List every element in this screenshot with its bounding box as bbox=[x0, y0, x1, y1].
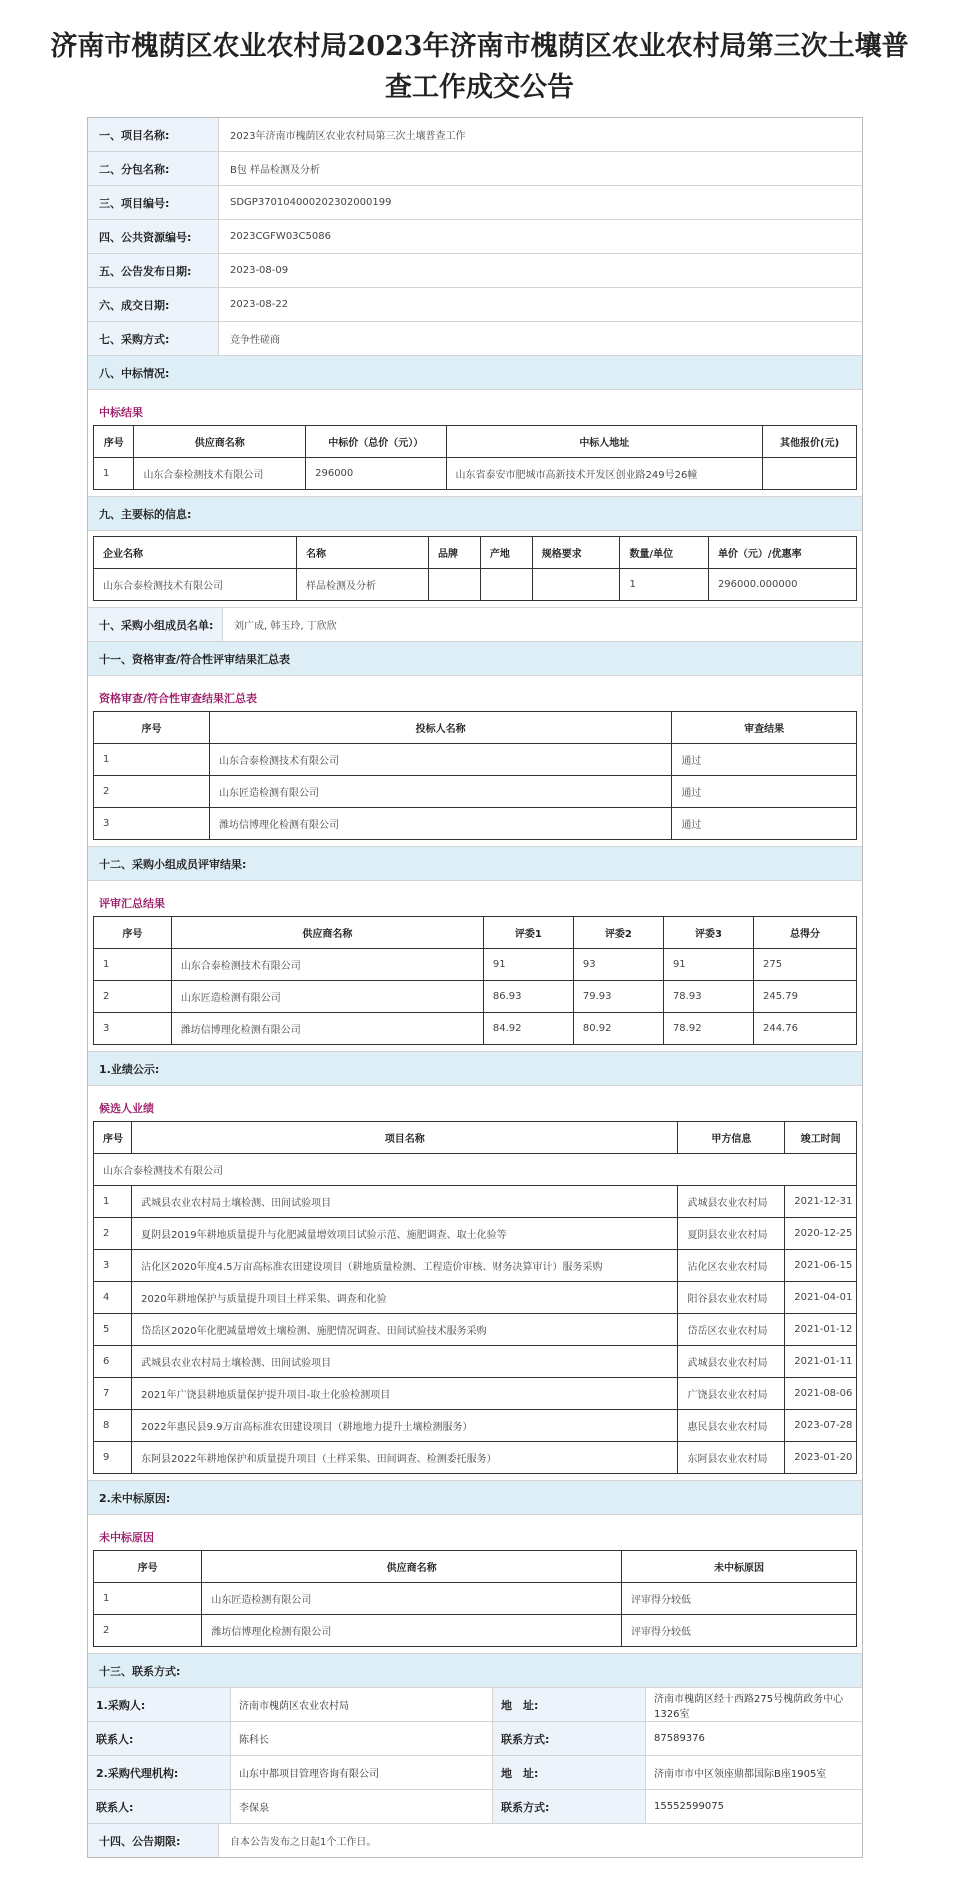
table-cell: 2021-04-01 bbox=[785, 1282, 857, 1314]
table-cell: 2021-12-31 bbox=[785, 1186, 857, 1218]
info-row bbox=[88, 288, 862, 322]
company-row bbox=[94, 1154, 857, 1186]
contact-label: 地 址: bbox=[493, 1688, 646, 1721]
info-value: 2023CGFW03C5086 bbox=[230, 231, 331, 242]
column-header: 序号 bbox=[94, 1122, 132, 1154]
notice-period-row bbox=[88, 1824, 862, 1857]
info-label: 三、项目编号: bbox=[88, 186, 219, 219]
notice-period-value: 自本公告发布之日起1个工作日。 bbox=[230, 1837, 377, 1848]
table-cell: 78.93 bbox=[663, 981, 753, 1013]
info-row bbox=[88, 254, 862, 288]
info-value: 2023-08-22 bbox=[230, 299, 289, 310]
table-cell: 2022年惠民县9.9万亩高标准农田建设项目（耕地地力提升土壤检测服务） bbox=[132, 1410, 678, 1442]
column-header: 品牌 bbox=[428, 537, 480, 569]
table-cell: 7 bbox=[94, 1378, 132, 1410]
column-header: 审查结果 bbox=[672, 712, 857, 744]
column-header: 中标价（总价（元）） bbox=[306, 426, 446, 458]
table-cell: 山东合泰检测技术有限公司 bbox=[94, 569, 297, 601]
contact-value: 山东中都项目管理咨询有限公司 bbox=[231, 1756, 493, 1789]
contact-label: 联系人: bbox=[88, 1722, 231, 1755]
contact-value: 济南市市中区领座鼎都国际B座1905室 bbox=[654, 1769, 827, 1780]
table-cell: 2021-01-11 bbox=[785, 1346, 857, 1378]
table-cell: 2021-01-12 bbox=[785, 1314, 857, 1346]
table-cell: 8 bbox=[94, 1410, 132, 1442]
section-fail-title: 2.未中标原因: bbox=[88, 1481, 862, 1515]
table-row bbox=[94, 1218, 857, 1250]
table-cell bbox=[480, 569, 532, 601]
table-cell: 86.93 bbox=[483, 981, 573, 1013]
column-header: 竣工时间 bbox=[785, 1122, 857, 1154]
table-cell: 1 bbox=[94, 458, 134, 490]
table-row bbox=[94, 1442, 857, 1474]
table-cell: 9 bbox=[94, 1442, 132, 1474]
column-header: 其他报价(元) bbox=[763, 426, 857, 458]
company-name: 山东合泰检测技术有限公司 bbox=[94, 1154, 857, 1186]
table-row bbox=[94, 981, 857, 1013]
info-label: 二、分包名称: bbox=[88, 152, 219, 185]
table-row bbox=[94, 808, 857, 840]
info-label: 一、项目名称: bbox=[88, 118, 219, 151]
contact-value: 陈科长 bbox=[231, 1722, 493, 1755]
column-header: 序号 bbox=[94, 426, 134, 458]
header-row bbox=[94, 1551, 857, 1583]
info-value: B包 样品检测及分析 bbox=[230, 165, 321, 176]
table-cell: 通过 bbox=[672, 744, 857, 776]
review-table bbox=[93, 916, 857, 1045]
table-cell: 2020年耕地保护与质量提升项目土样采集、调查和化验 bbox=[132, 1282, 678, 1314]
table-cell: 6 bbox=[94, 1346, 132, 1378]
info-row bbox=[88, 118, 862, 152]
table-cell: 2021-08-06 bbox=[785, 1378, 857, 1410]
table-row bbox=[94, 1410, 857, 1442]
table-row bbox=[94, 1282, 857, 1314]
page-title: 济南市槐荫区农业农村局2023年济南市槐荫区农业农村局第三次土壤普查工作成交公告 bbox=[50, 31, 909, 103]
section-contact-title: 十三、联系方式: bbox=[88, 1654, 862, 1688]
table-cell: 296000.000000 bbox=[708, 569, 856, 601]
table-row bbox=[94, 1346, 857, 1378]
table-cell: 2023-07-28 bbox=[785, 1410, 857, 1442]
table-cell: 山东合泰检测技术有限公司 bbox=[134, 458, 306, 490]
table-row bbox=[94, 1013, 857, 1045]
table-cell: 通过 bbox=[672, 808, 857, 840]
column-header: 单价（元）/优惠率 bbox=[708, 537, 856, 569]
table-cell: 2020-12-25 bbox=[785, 1218, 857, 1250]
column-header: 产地 bbox=[480, 537, 532, 569]
table-cell: 武城县农业农村局土壤检测、田间试验项目 bbox=[132, 1346, 678, 1378]
table-cell: 2 bbox=[94, 981, 172, 1013]
info-label: 四、公共资源编号: bbox=[88, 220, 219, 253]
section-award-title: 八、中标情况: bbox=[88, 356, 862, 390]
column-header: 序号 bbox=[94, 1551, 202, 1583]
table-cell: 阳谷县农业农村局 bbox=[678, 1282, 785, 1314]
contact-row bbox=[88, 1790, 862, 1824]
table-cell: 潍坊信博理化检测有限公司 bbox=[202, 1615, 622, 1647]
table-row bbox=[94, 1186, 857, 1218]
table-cell: 79.93 bbox=[573, 981, 663, 1013]
qualification-subtitle: 资格审查/符合性审查结果汇总表 bbox=[99, 692, 258, 705]
panel-members-row bbox=[88, 608, 862, 642]
info-value: SDGP370104000202302000199 bbox=[230, 197, 392, 208]
contact-label: 1.采购人: bbox=[88, 1688, 231, 1721]
table-cell: 93 bbox=[573, 949, 663, 981]
table-cell: 1 bbox=[620, 569, 709, 601]
contact-info bbox=[88, 1688, 862, 1824]
qualification-table bbox=[93, 711, 857, 840]
section-performance-title: 1.业绩公示: bbox=[88, 1052, 862, 1086]
table-cell: 2021年广饶县耕地质量保护提升项目-取土化验检测项目 bbox=[132, 1378, 678, 1410]
award-subtitle: 中标结果 bbox=[99, 406, 143, 419]
announcement-table bbox=[87, 117, 863, 1858]
header-row bbox=[94, 712, 857, 744]
table-cell: 1 bbox=[94, 1583, 202, 1615]
table-cell: 296000 bbox=[306, 458, 446, 490]
table-cell: 80.92 bbox=[573, 1013, 663, 1045]
review-subtitle: 评审汇总结果 bbox=[99, 897, 165, 910]
table-cell: 山东合泰检测技术有限公司 bbox=[209, 744, 671, 776]
table-cell: 78.92 bbox=[663, 1013, 753, 1045]
table-cell: 夏阴县2019年耕地质量提升与化肥减量增效项目试验示范、施肥调查、取土化验等 bbox=[132, 1218, 678, 1250]
table-cell: 4 bbox=[94, 1282, 132, 1314]
table-row bbox=[94, 1378, 857, 1410]
basic-info bbox=[88, 118, 862, 356]
contact-label: 联系方式: bbox=[493, 1790, 646, 1823]
table-cell: 山东省泰安市肥城市高新技术开发区创业路249号26幢 bbox=[446, 458, 763, 490]
table-cell: 评审得分较低 bbox=[621, 1615, 856, 1647]
table-cell: 91 bbox=[663, 949, 753, 981]
section-qualification-title: 十一、资格审查/符合性评审结果汇总表 bbox=[88, 642, 862, 676]
items-table bbox=[93, 536, 857, 601]
table-cell: 武城县农业农村局 bbox=[678, 1186, 785, 1218]
column-header: 名称 bbox=[296, 537, 428, 569]
info-row bbox=[88, 322, 862, 356]
award-table bbox=[93, 425, 857, 490]
table-cell: 245.79 bbox=[753, 981, 856, 1013]
contact-label: 联系方式: bbox=[493, 1722, 646, 1755]
table-cell: 通过 bbox=[672, 776, 857, 808]
table-cell: 2021-06-15 bbox=[785, 1250, 857, 1282]
contact-value: 济南市槐荫区农业农村局 bbox=[231, 1688, 493, 1721]
table-cell: 评审得分较低 bbox=[621, 1583, 856, 1615]
info-label: 六、成交日期: bbox=[88, 288, 219, 321]
panel-members-value: 刘广成, 韩玉玲, 丁欣欣 bbox=[234, 621, 337, 632]
contact-label: 地 址: bbox=[493, 1756, 646, 1789]
table-cell: 2 bbox=[94, 776, 210, 808]
table-cell bbox=[763, 458, 857, 490]
table-cell: 275 bbox=[753, 949, 856, 981]
info-label: 七、采购方式: bbox=[88, 322, 219, 355]
column-header: 甲方信息 bbox=[678, 1122, 785, 1154]
fail-table bbox=[93, 1550, 857, 1647]
table-cell: 1 bbox=[94, 744, 210, 776]
table-cell: 84.92 bbox=[483, 1013, 573, 1045]
table-row bbox=[94, 1250, 857, 1282]
contact-value: 李保泉 bbox=[231, 1790, 493, 1823]
table-cell: 武城县农业农村局 bbox=[678, 1346, 785, 1378]
notice-period-label: 十四、公告期限: bbox=[88, 1824, 219, 1857]
column-header: 总得分 bbox=[753, 917, 856, 949]
fail-subtitle: 未中标原因 bbox=[99, 1531, 154, 1544]
header-row bbox=[94, 1122, 857, 1154]
contact-value: 87589376 bbox=[654, 1733, 705, 1744]
table-cell: 91 bbox=[483, 949, 573, 981]
table-cell: 夏阴县农业农村局 bbox=[678, 1218, 785, 1250]
table-cell: 2 bbox=[94, 1615, 202, 1647]
info-value: 2023-08-09 bbox=[230, 265, 289, 276]
table-cell: 2023-01-20 bbox=[785, 1442, 857, 1474]
table-cell: 244.76 bbox=[753, 1013, 856, 1045]
table-cell: 山东匠造检测有限公司 bbox=[171, 981, 483, 1013]
header-row bbox=[94, 537, 857, 569]
table-row bbox=[94, 1314, 857, 1346]
table-cell: 1 bbox=[94, 1186, 132, 1218]
table-cell: 武城县农业农村局土壤检测、田间试验项目 bbox=[132, 1186, 678, 1218]
table-cell: 潍坊信博理化检测有限公司 bbox=[209, 808, 671, 840]
contact-label: 联系人: bbox=[88, 1790, 231, 1823]
contact-row bbox=[88, 1756, 862, 1790]
column-header: 数量/单位 bbox=[620, 537, 709, 569]
column-header: 未中标原因 bbox=[621, 1551, 856, 1583]
table-cell: 山东匠造检测有限公司 bbox=[209, 776, 671, 808]
table-row bbox=[94, 1583, 857, 1615]
table-cell: 5 bbox=[94, 1314, 132, 1346]
table-cell: 1 bbox=[94, 949, 172, 981]
table-cell: 沾化区农业农村局 bbox=[678, 1250, 785, 1282]
column-header: 中标人地址 bbox=[446, 426, 763, 458]
column-header: 序号 bbox=[94, 917, 172, 949]
table-cell: 山东匠造检测有限公司 bbox=[202, 1583, 622, 1615]
column-header: 供应商名称 bbox=[134, 426, 306, 458]
table-cell: 沾化区2020年度4.5万亩高标准农田建设项目（耕地质量检测、工程造价审核、财务决算审计）服务采购 bbox=[132, 1250, 678, 1282]
table-cell: 3 bbox=[94, 808, 210, 840]
table-cell: 岱岳区农业农村局 bbox=[678, 1314, 785, 1346]
contact-row bbox=[88, 1722, 862, 1756]
section-items-title: 九、主要标的信息: bbox=[88, 497, 862, 531]
table-cell: 3 bbox=[94, 1250, 132, 1282]
table-cell: 惠民县农业农村局 bbox=[678, 1410, 785, 1442]
table-row bbox=[94, 949, 857, 981]
contact-value: 15552599075 bbox=[654, 1801, 724, 1812]
column-header: 供应商名称 bbox=[171, 917, 483, 949]
column-header: 评委1 bbox=[483, 917, 573, 949]
header-row bbox=[94, 917, 857, 949]
table-cell: 广饶县农业农村局 bbox=[678, 1378, 785, 1410]
table-cell: 岱岳区2020年化肥减量增效土壤检测、施肥情况调查、田间试验技术服务采购 bbox=[132, 1314, 678, 1346]
column-header: 供应商名称 bbox=[202, 1551, 622, 1583]
section-review-title: 十二、采购小组成员评审结果: bbox=[88, 847, 862, 881]
column-header: 序号 bbox=[94, 712, 210, 744]
column-header: 评委3 bbox=[663, 917, 753, 949]
info-row bbox=[88, 220, 862, 254]
table-cell: 潍坊信博理化检测有限公司 bbox=[171, 1013, 483, 1045]
performance-subtitle: 候选人业绩 bbox=[99, 1102, 154, 1115]
table-row bbox=[94, 744, 857, 776]
column-header: 项目名称 bbox=[132, 1122, 678, 1154]
table-row bbox=[94, 776, 857, 808]
table-row bbox=[94, 569, 857, 601]
header-row bbox=[94, 426, 857, 458]
contact-row bbox=[88, 1688, 862, 1722]
column-header: 企业名称 bbox=[94, 537, 297, 569]
table-row bbox=[94, 1615, 857, 1647]
table-cell: 样品检测及分析 bbox=[296, 569, 428, 601]
table-row bbox=[94, 458, 857, 490]
info-row bbox=[88, 186, 862, 220]
column-header: 评委2 bbox=[573, 917, 663, 949]
panel-members-label: 十、采购小组成员名单: bbox=[88, 608, 223, 641]
table-cell: 山东合泰检测技术有限公司 bbox=[171, 949, 483, 981]
info-value: 2023年济南市槐荫区农业农村局第三次土壤普查工作 bbox=[230, 131, 466, 142]
column-header: 投标人名称 bbox=[209, 712, 671, 744]
contact-value: 济南市槐荫区经十西路275号槐荫政务中心1326室 bbox=[654, 1693, 844, 1720]
contact-label: 2.采购代理机构: bbox=[88, 1756, 231, 1789]
column-header: 规格要求 bbox=[532, 537, 620, 569]
performance-table bbox=[93, 1121, 857, 1474]
info-label: 五、公告发布日期: bbox=[88, 254, 219, 287]
info-value: 竞争性磋商 bbox=[230, 335, 280, 346]
table-cell: 2 bbox=[94, 1218, 132, 1250]
table-cell: 东阿县农业农村局 bbox=[678, 1442, 785, 1474]
info-row bbox=[88, 152, 862, 186]
table-cell: 东阿县2022年耕地保护和质量提升项目（土样采集、田间调查、检测委托服务） bbox=[132, 1442, 678, 1474]
table-cell: 3 bbox=[94, 1013, 172, 1045]
table-cell bbox=[428, 569, 480, 601]
table-cell bbox=[532, 569, 620, 601]
